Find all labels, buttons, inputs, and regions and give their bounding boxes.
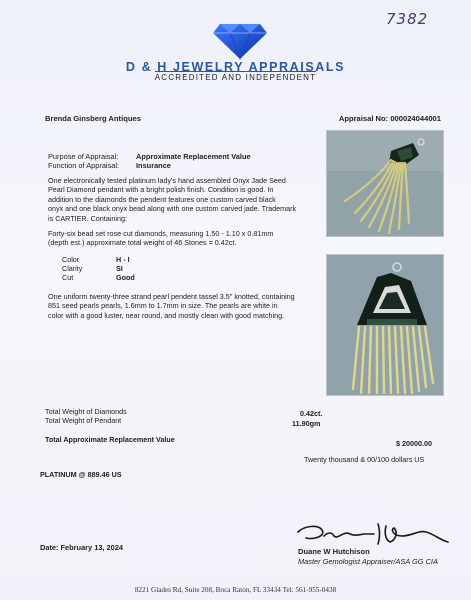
diamond-line: Forty-six bead set rose cut diamonds, measuring 1.50 - 1.10 x 0.81mm [48,229,274,238]
signatory-name: Duane W Hutchison [298,547,370,556]
grading-label: Clarity [62,264,83,273]
grading-value: Good [116,273,135,282]
grading-label: Cut [62,273,74,282]
item-description [48,176,313,223]
diamond-description [48,229,313,248]
purpose-label: Purpose of Appraisal: [48,152,119,161]
total-diamonds-label: Total Weight of Diamonds [45,407,127,416]
handwritten-number: 7382 [386,10,429,28]
total-pendant-label: Total Weight of Pendant [45,416,122,425]
pearl-line: One uniform twenty-three strand pearl pendent tassel 3.5" knotted, containing [48,292,295,301]
client-name: Brenda Ginsberg Antiques [45,114,141,123]
replacement-label: Total Approximate Replacement Value [45,435,175,444]
description-line: onyx and one black onyx bead along with one custom carved jade. Trademark [48,204,297,214]
grading-label: Color [62,255,80,264]
diamond-line: (depth est.) approximate total weight of 46 Stones = 0.42ct. [48,238,237,248]
grading-value: H - I [116,255,130,264]
pearl-description [48,292,320,320]
grading-clarity [62,264,123,273]
company-name: D & H JEWELRY APPRAISALS [125,60,346,74]
footer-address: 8221 Glades Rd, Suite 208, Boca Raton, FL 33434 Tel: 561-955-0438 [134,586,337,594]
diamond-logo-icon [212,20,268,60]
platinum-price: PLATINUM @ 889.46 US [40,470,122,479]
appraisal-date: Date: February 13, 2024 [40,543,123,552]
appraisal-number: Appraisal No: 000024044001 [338,114,441,123]
purpose-value: Approximate Replacement Value [136,152,251,161]
pearl-line: 851 seed pearls pearls, 1.6mm to 1.7mm in size. The pearls are white in [48,301,278,311]
company-tagline [0,73,471,82]
pendant-photo-1-image [327,131,443,236]
replacement-value: $ 20000.00 [396,439,432,448]
description-line: addition to the diamonds the pendent features one custom carved black [48,194,276,204]
grading-value: SI [116,264,123,273]
description-line: is CARTIER. Containing: [48,213,127,223]
pearl-line: color with a good luster, near round, and mostly clean with good matching. [48,310,285,320]
function-row [48,161,171,170]
signature-image [294,518,452,548]
tagline-text: ACCREDITED AND INDEPENDENT [154,73,317,82]
pendant-photo-2-image [327,255,443,395]
replacement-words: Twenty thousand & 00/100 dollars US [304,455,425,464]
grading-cut [62,273,135,282]
purpose-row [48,152,251,161]
function-value: Insurance [136,161,171,170]
total-diamonds-value: 0.42ct. [300,409,323,418]
grading-color [62,255,130,264]
function-label: Function of Appraisal: [48,161,120,170]
signatory-title: Master Gemologist Appraiser/ASA GG CIA [298,557,438,566]
pendant-photo-2 [326,254,444,396]
description-line: Pearl Diamond pendant with a bright polish finish. Condition is good. In [48,185,274,195]
pendant-photo-1 [326,130,444,237]
total-pendant-value: 11.90gm [292,419,321,428]
description-line: One electronically tested platinum lady's hand assembled Onyx Jade Seed [48,176,286,185]
